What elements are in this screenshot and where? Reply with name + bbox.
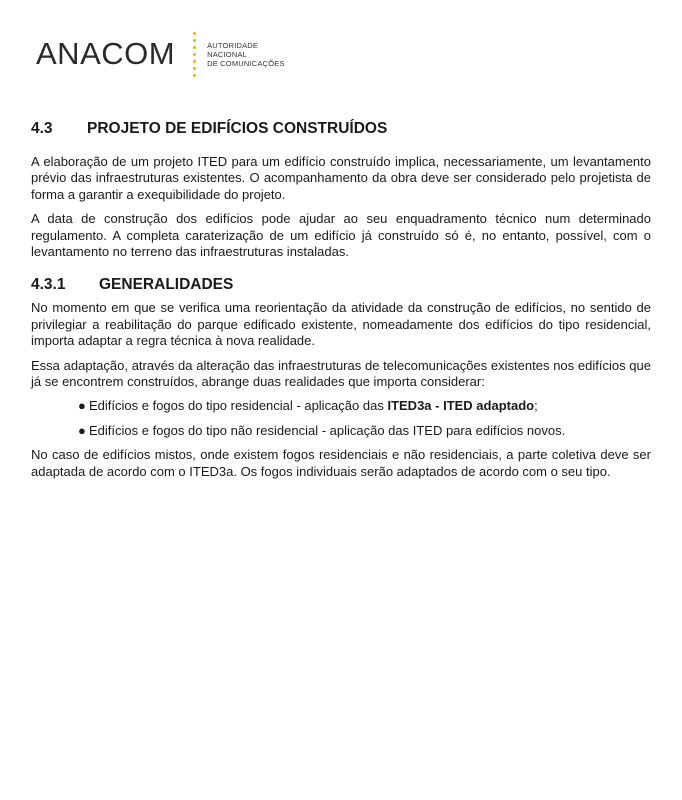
section-heading (31, 120, 651, 138)
logo-dots-icon (189, 28, 203, 80)
list-item: ● Edifícios e fogos do tipo residencial - aplicação das ITED3a - ITED adaptado; (78, 398, 538, 414)
bullet-icon: ● (78, 398, 86, 414)
paragraph: No momento em que se verifica uma reorientação da atividade da construção de edifícios, no sentido de privilegiar a reabilitação do parque edificado existente, nomeadamente dos edifícios do tipo residencial, importa adaptar a regra técnica à nova realidade. (31, 300, 651, 349)
section-number: 4.3 (31, 120, 53, 137)
paragraph: Essa adaptação, através da alteração das infraestruturas de telecomunicações existentes nos edifícios que já se encontrem construídos, abrange duas realidades que importa considerar: (31, 357, 651, 390)
subsection-number: 4.3.1 (31, 276, 66, 294)
document-body (31, 120, 651, 480)
bullet-list (31, 398, 651, 439)
paragraph: No caso de edifícios mistos, onde existem fogos residenciais e não residenciais, a parte coletiva deve ser adaptada de acordo com o ITED3a. Os fogos individuais serão adaptados de acordo com o seu tipo. (31, 447, 651, 479)
bullet-icon: ● (78, 422, 86, 438)
logo-subtitle: AUTORIDADE NACIONAL DE COMUNICAÇÕES (207, 40, 285, 68)
section-title: PROJETO DE EDIFÍCIOS CONSTRUÍDOS (87, 120, 388, 137)
page-header (36, 28, 285, 80)
list-item: ● Edifícios e fogos do tipo não residencial - aplicação das ITED para edifícios novos. (78, 422, 566, 438)
subsection-title: GENERALIDADES (99, 276, 234, 294)
paragraph: A elaboração de um projeto ITED para um edifício construído implica, necessariamente, um levantamento prévio das infraestruturas existentes. O acompanhamento da obra deve ser considerado pelo projetista de forma a garantir a exequibilidade do projeto. (31, 154, 651, 202)
paragraph: A data de construção dos edifícios pode ajudar ao seu enquadramento técnico num determinado regulamento. A completa caraterização de um edifício já construído só é, no entanto, possível, com o levantamento no terreno das infraestruturas instaladas. (31, 211, 651, 260)
subsection-heading (31, 276, 651, 294)
anacom-logo: ANACOM (36, 36, 176, 71)
